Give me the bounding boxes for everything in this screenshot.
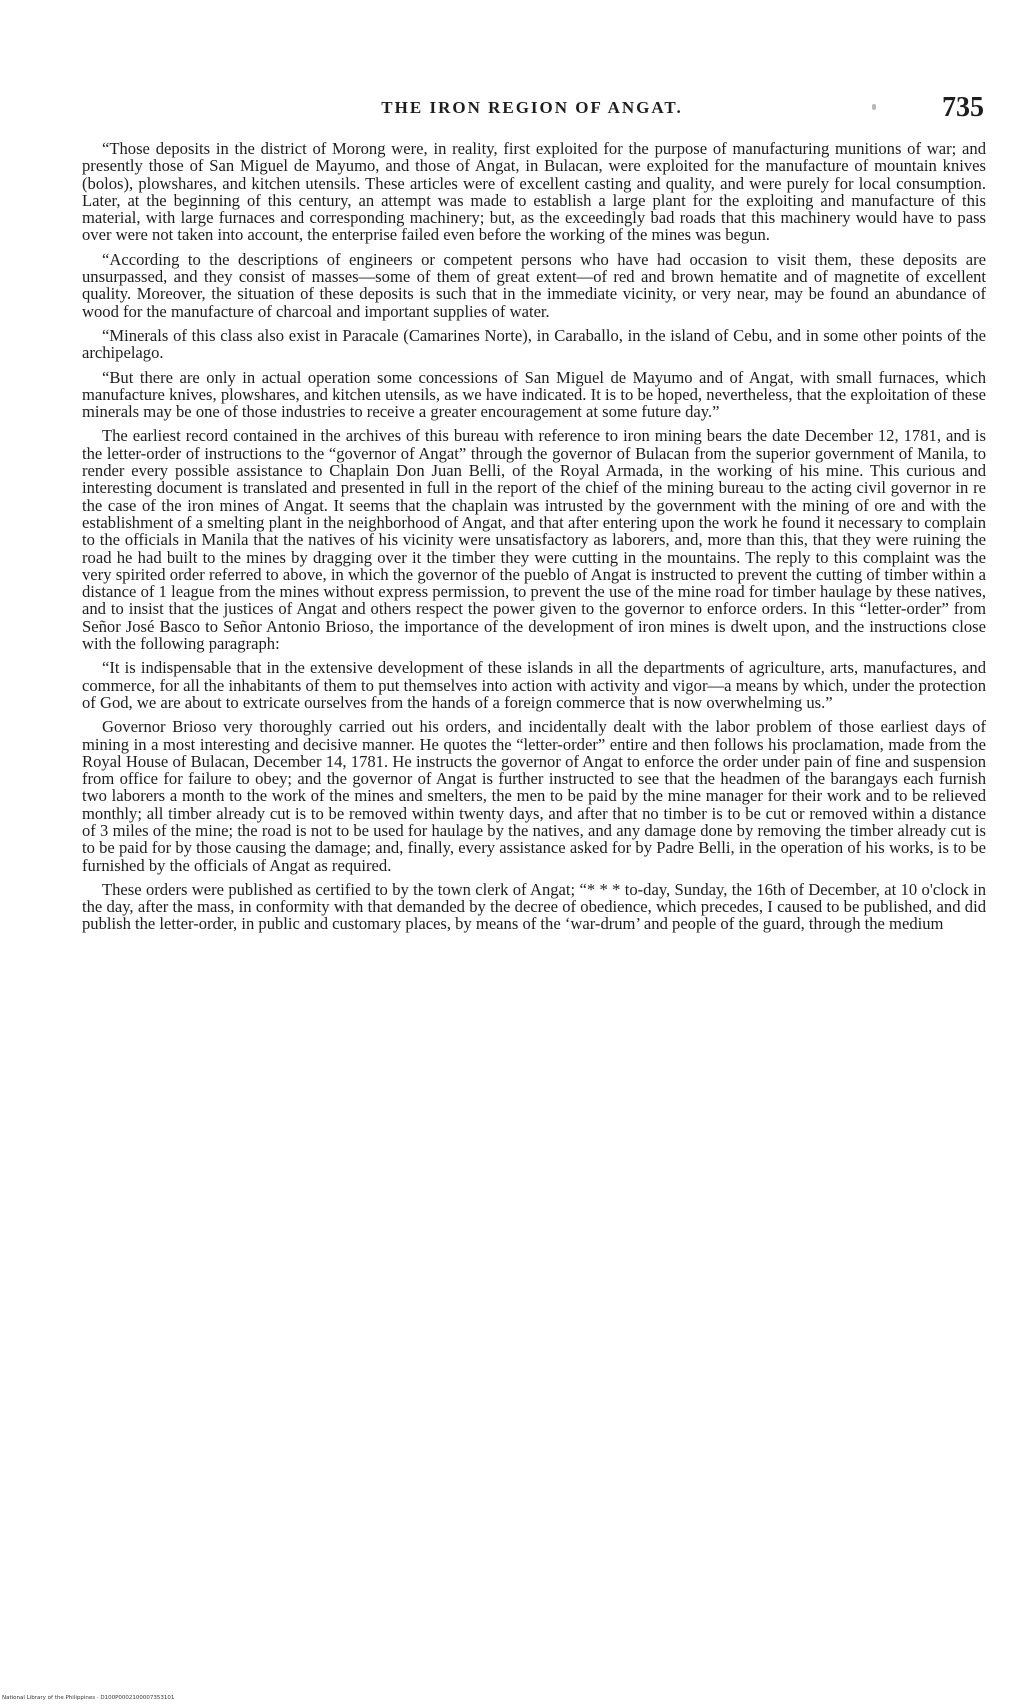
page-number: 735	[942, 92, 984, 123]
paragraph-engineer-descriptions: “According to the descriptions of engineers or competent persons who have had occasion to visit them, these deposits are unsurpassed, and they consist of masses—some of them of great extent—of red and brown hematite and of magnetite of excellent quality. Moreover, the situation of these deposits is such that in the immediate vicinity, or very near, may be found an abundance of wood for the manufacture of charcoal and important supplies of water.	[82, 249, 986, 321]
running-head	[80, 92, 984, 128]
paragraph-concessions: “But there are only in actual operation some concessions of San Miguel de Mayumo and of Angat, with small furnaces, which manufacture knives, plowshares, and kitchen utensils, as we have indicated. It is to be hoped, nevertheless, that the exploitation of these minerals may be one of those industries to receive a greater encouragement at some future day.”	[82, 367, 986, 422]
paragraph-governor-brioso: Governor Brioso very thoroughly carried out his orders, and incidentally dealt with the labor problem of those earliest days of mining in a most interesting and decisive manner. He quotes the “letter-order” entire and then follows his proclamation, made from the Royal House of Bulacan, December 14, 1781. He instructs the governor of Angat to enforce the order under pain of fine and suspension from office for failure to obey; and the governor of Angat is further instructed to see that the headmen of the barangays each furnish two laborers a month to the work of the mines and smelters, the men to be paid by the mine manager for their work and to be relieved monthly; all timber already cut is to be removed within twenty days, and after that no timber is to be cut or removed within a distance of 3 miles of the mine; the road is not to be used for haulage by the natives, and any damage done by removing the timber already cut is to be paid for by those causing the damage; and, finally, every assistance asked for by Padre Belli, in the operation of his works, is to be furnished by the officials of Angat as required.	[82, 717, 986, 875]
margin-mark	[872, 104, 876, 110]
running-title: THE IRON REGION OF ANGAT.	[381, 98, 683, 117]
paragraph-morong-deposits: “Those deposits in the district of Morong were, in reality, first exploited for the purpose of manufacturing munitions of war; and presently those of San Miguel de Mayumo, and those of Angat, in Bulacan, were exploited for the manufacture of mountain knives (bolos), plowshares, and kitchen utensils. These articles were of excellent casting and quality, and were purely for local consumption. Later, at the beginning of this century, an attempt was made to establish a large plant for the exploiting and manufacture of this material, with large furnaces and corresponding machinery; but, as the exceedingly bad roads that this machinery would have to pass over were not taken into account, the enterprise failed even before the working of the mines was begun.	[82, 139, 986, 245]
body-text	[82, 140, 986, 933]
paragraph-quotation: “It is indispensable that in the extensive development of these islands in all the departments of agriculture, arts, manufactures, and commerce, for all the inhabitants of them to put themselves into action with activity and vigor—a means by which, under the protection of God, we are about to extricate ourselves from the hands of a foreign commerce that is now overwhelming us.”	[82, 658, 986, 712]
scan-footer-note: National Library of the Philippines · D100P0002100007353101	[2, 1695, 175, 1701]
paragraph-publication: These orders were published as certified to by the town clerk of Angat; “* * * to-day, Sunday, the 16th of December, at 10 o'clock in the day, after the mass, in conformity with that demanded by the decree of obedience, which precedes, I caused to be published, and did publish the letter-order, in public and customary places, by means of the ‘war-drum’ and people of the guard, through the medium	[82, 879, 986, 934]
paragraph-earliest-record: The earliest record contained in the archives of this bureau with reference to iron mining bears the date December 12, 1781, and is the letter-order of instructions to the “governor of Angat” through the governor of Bulacan from the superior government of Manila, to render every possible assistance to Chaplain Don Juan Belli, of the Royal Armada, in the working of his mine. This curious and interesting document is translated and presented in full in the report of the chief of the mining bureau to the acting civil governor in re the case of the iron mines of Angat. It seems that the chaplain was intrusted by the government with the mining of ore and with the establishment of a smelting plant in the neighborhood of Angat, and that after entering upon the work he found it necessary to complain to the officials in Manila that the natives of his vicinity were unsatisfactory as laborers, and, more than this, that they were ruining the road he had built to the mines by dragging over it the timber they were cutting in the mountains. The reply to this complaint was the very spirited order referred to above, in which the governor of the pueblo of Angat is instructed to prevent the cutting of timber within a distance of 1 league from the mines without express permission, to prevent the use of the mine road for timber haulage by these natives, and to insist that the justices of Angat and others respect the power given to the governor to enforce orders. In this “letter-order” from Señor José Basco to Señor Antonio Brioso, the importance of the development of iron mines is dwelt upon, and the instructions close with the following paragraph:	[82, 426, 986, 654]
paragraph-paracale-minerals: “Minerals of this class also exist in Paracale (Camarines Norte), in Caraballo, in the island of Cebu, and in some other points of the archipelago.	[82, 325, 986, 363]
